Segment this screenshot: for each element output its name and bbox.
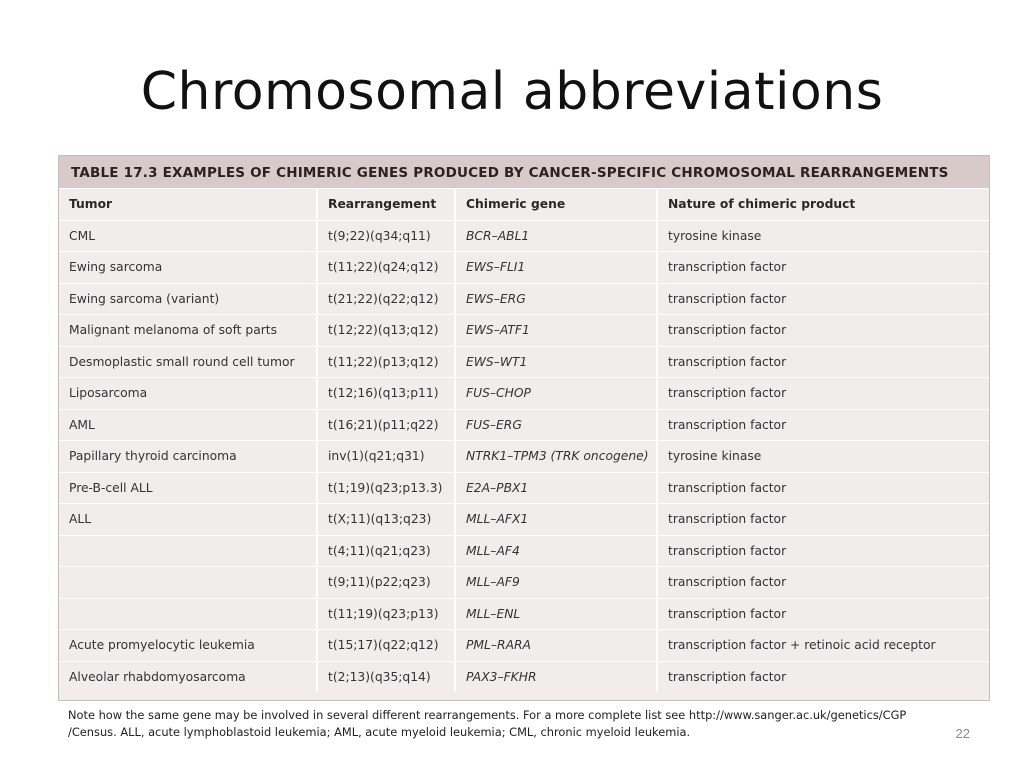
cell-nature: transcription factor bbox=[657, 409, 989, 441]
cell-nature: transcription factor bbox=[657, 535, 989, 567]
table-row bbox=[59, 346, 989, 378]
cell-rearrangement: t(4;11)(q21;q23) bbox=[317, 535, 455, 567]
cell-nature: transcription factor bbox=[657, 252, 989, 284]
cell-rearrangement: t(15;17)(q22;q12) bbox=[317, 630, 455, 662]
cell-tumor bbox=[59, 598, 317, 630]
header-tumor: Tumor bbox=[59, 189, 317, 221]
cell-tumor bbox=[59, 535, 317, 567]
cell-nature: transcription factor bbox=[657, 504, 989, 536]
cell-rearrangement: t(9;11)(p22;q23) bbox=[317, 567, 455, 599]
cell-tumor: Desmoplastic small round cell tumor bbox=[59, 346, 317, 378]
table-header-row bbox=[59, 189, 989, 221]
cell-nature: transcription factor bbox=[657, 472, 989, 504]
cell-chimeric-gene: MLL–AFX1 bbox=[455, 504, 657, 536]
cell-tumor: CML bbox=[59, 220, 317, 252]
table-grid bbox=[59, 188, 989, 692]
cell-tumor: Ewing sarcoma (variant) bbox=[59, 283, 317, 315]
table-row bbox=[59, 504, 989, 536]
cell-chimeric-gene: MLL–ENL bbox=[455, 598, 657, 630]
cell-rearrangement: t(21;22)(q22;q12) bbox=[317, 283, 455, 315]
cell-chimeric-gene: EWS–WT1 bbox=[455, 346, 657, 378]
cell-chimeric-gene: BCR–ABL1 bbox=[455, 220, 657, 252]
cell-rearrangement: t(12;16)(q13;p11) bbox=[317, 378, 455, 410]
cell-nature: transcription factor + retinoic acid receptor bbox=[657, 630, 989, 662]
cell-tumor: ALL bbox=[59, 504, 317, 536]
table-row bbox=[59, 567, 989, 599]
table-row bbox=[59, 378, 989, 410]
header-chimeric-gene: Chimeric gene bbox=[455, 189, 657, 221]
cell-chimeric-gene: MLL–AF4 bbox=[455, 535, 657, 567]
cell-rearrangement: t(9;22)(q34;q11) bbox=[317, 220, 455, 252]
table-row bbox=[59, 315, 989, 347]
table-row bbox=[59, 220, 989, 252]
table-row bbox=[59, 472, 989, 504]
cell-rearrangement: t(12;22)(q13;q12) bbox=[317, 315, 455, 347]
cell-nature: transcription factor bbox=[657, 378, 989, 410]
cell-nature: transcription factor bbox=[657, 315, 989, 347]
cell-rearrangement: t(16;21)(p11;q22) bbox=[317, 409, 455, 441]
cell-chimeric-gene: NTRK1–TPM3 (TRK oncogene) bbox=[455, 441, 657, 473]
table-caption: TABLE 17.3 EXAMPLES OF CHIMERIC GENES PRODUCED BY CANCER-SPECIFIC CHROMOSOMAL REARRANGEMENTS bbox=[59, 156, 989, 188]
cell-chimeric-gene: FUS–ERG bbox=[455, 409, 657, 441]
cell-nature: transcription factor bbox=[657, 346, 989, 378]
cell-chimeric-gene: E2A–PBX1 bbox=[455, 472, 657, 504]
cell-chimeric-gene: PAX3–FKHR bbox=[455, 661, 657, 692]
cell-rearrangement: t(11;22)(p13;q12) bbox=[317, 346, 455, 378]
table-row bbox=[59, 661, 989, 692]
cell-nature: transcription factor bbox=[657, 567, 989, 599]
chimeric-genes-table bbox=[58, 155, 990, 701]
cell-tumor: Liposarcoma bbox=[59, 378, 317, 410]
cell-rearrangement: t(2;13)(q35;q14) bbox=[317, 661, 455, 692]
table-footnote bbox=[68, 707, 968, 741]
cell-rearrangement: inv(1)(q21;q31) bbox=[317, 441, 455, 473]
table-row bbox=[59, 630, 989, 662]
footnote-line-1: Note how the same gene may be involved in several different rearrangements. For a more complete list see http://www.sanger.ac.uk/genetics/CGP bbox=[68, 708, 907, 722]
cell-rearrangement: t(X;11)(q13;q23) bbox=[317, 504, 455, 536]
cell-rearrangement: t(11;22)(q24;q12) bbox=[317, 252, 455, 284]
cell-nature: tyrosine kinase bbox=[657, 441, 989, 473]
header-nature: Nature of chimeric product bbox=[657, 189, 989, 221]
cell-nature: transcription factor bbox=[657, 598, 989, 630]
cell-rearrangement: t(11;19)(q23;p13) bbox=[317, 598, 455, 630]
slide-number: 22 bbox=[955, 726, 970, 741]
cell-chimeric-gene: EWS–ATF1 bbox=[455, 315, 657, 347]
cell-tumor: AML bbox=[59, 409, 317, 441]
table-row bbox=[59, 441, 989, 473]
cell-tumor: Papillary thyroid carcinoma bbox=[59, 441, 317, 473]
cell-tumor bbox=[59, 567, 317, 599]
cell-chimeric-gene: EWS–FLI1 bbox=[455, 252, 657, 284]
cell-tumor: Alveolar rhabdomyosarcoma bbox=[59, 661, 317, 692]
cell-tumor: Malignant melanoma of soft parts bbox=[59, 315, 317, 347]
cell-chimeric-gene: PML–RARA bbox=[455, 630, 657, 662]
cell-nature: transcription factor bbox=[657, 661, 989, 692]
cell-chimeric-gene: MLL–AF9 bbox=[455, 567, 657, 599]
cell-chimeric-gene: EWS–ERG bbox=[455, 283, 657, 315]
cell-rearrangement: t(1;19)(q23;p13.3) bbox=[317, 472, 455, 504]
slide-title: Chromosomal abbreviations bbox=[140, 62, 884, 122]
footnote-line-2: /Census. ALL, acute lymphoblastoid leukemia; AML, acute myeloid leukemia; CML, chronic myeloid leukemia. bbox=[68, 725, 691, 739]
table-row bbox=[59, 598, 989, 630]
cell-nature: tyrosine kinase bbox=[657, 220, 989, 252]
table-row bbox=[59, 252, 989, 284]
table-row bbox=[59, 535, 989, 567]
cell-tumor: Ewing sarcoma bbox=[59, 252, 317, 284]
cell-chimeric-gene: FUS–CHOP bbox=[455, 378, 657, 410]
cell-nature: transcription factor bbox=[657, 283, 989, 315]
cell-tumor: Acute promyelocytic leukemia bbox=[59, 630, 317, 662]
table-row bbox=[59, 283, 989, 315]
header-rearrangement: Rearrangement bbox=[317, 189, 455, 221]
table-row bbox=[59, 409, 989, 441]
cell-tumor: Pre-B-cell ALL bbox=[59, 472, 317, 504]
